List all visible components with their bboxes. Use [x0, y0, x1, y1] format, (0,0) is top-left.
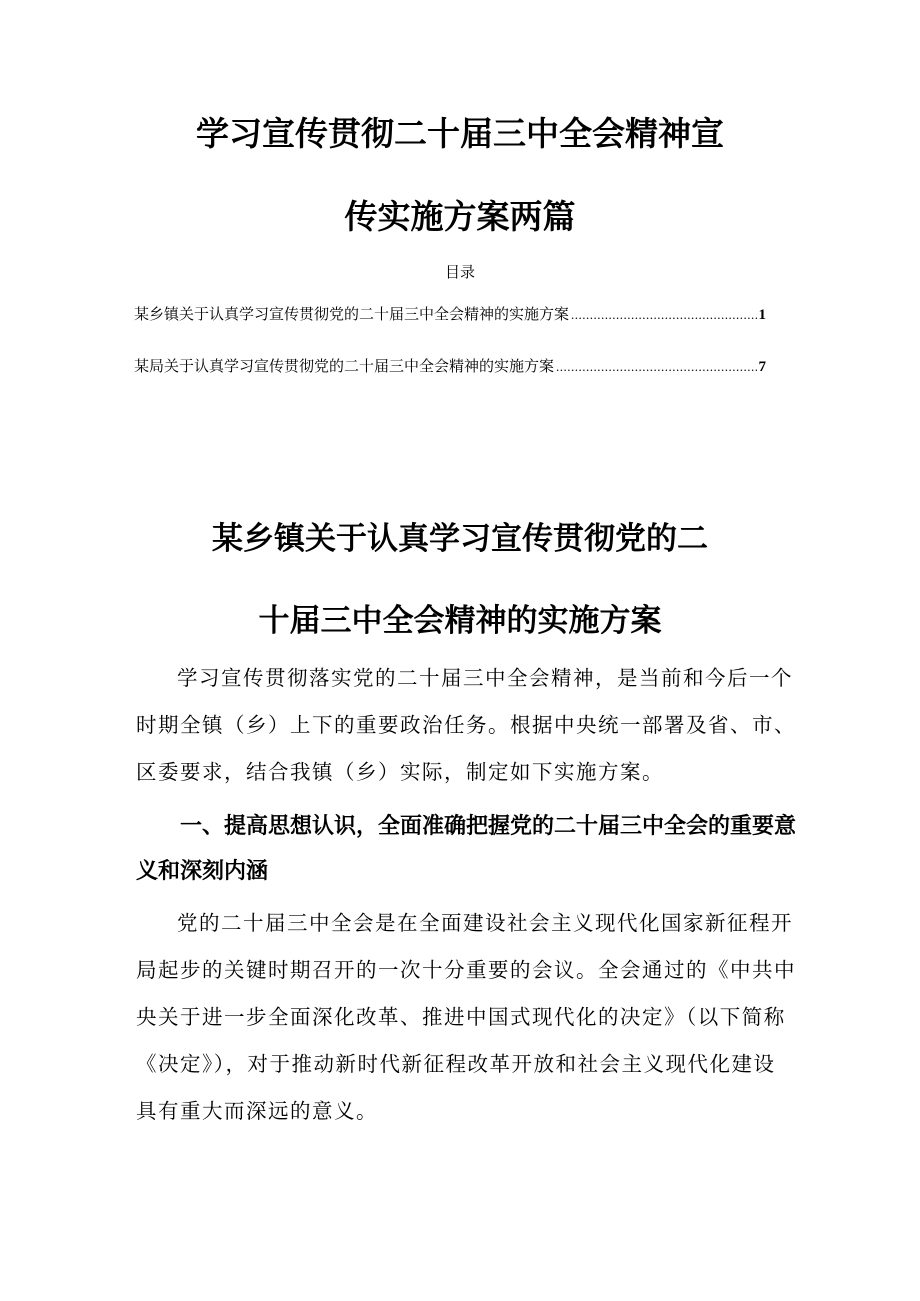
intro-paragraph: 学习宣传贯彻落实党的二十届三中全会精神，是当前和今后一个时期全镇（乡）上下的重要政治任务。根据中央统一部署及省、市、区委要求，结合我镇（乡）实际，制定如下实施方案。 — [136, 666, 796, 784]
toc-item-1[interactable] — [134, 303, 766, 326]
toc-item-text: 某乡镇关于认真学习宣传贯彻党的二十届三中全会精神的实施方案 — [134, 305, 570, 323]
body-paragraph: 党的二十届三中全会是在全面建设社会主义现代化国家新征程开局起步的关键时期召开的一次十分重要的会议。全会通过的《中共中央关于进一步全面深化改革、推进中国式现代化的决定》（以下简称《决定》），对于推动新时代新征程改革开放和社会主义现代化建设具有重大而深远的意义。 — [136, 911, 796, 1123]
toc-item-page: 1 — [758, 307, 766, 323]
toc-leader-dots — [571, 304, 756, 326]
document-title-line-1: 学习宣传贯彻二十届三中全会精神宣 — [196, 114, 724, 153]
section-title-line-2: 十届三中全会精神的实施方案 — [258, 603, 662, 639]
toc-item-page: 7 — [758, 359, 766, 375]
toc-item-2[interactable] — [134, 355, 766, 378]
section-title-line-1: 某乡镇关于认真学习宣传贯彻党的二 — [212, 521, 708, 557]
section-heading-1: 一、提高思想认识，全面准确把握党的二十届三中全会的重要意义和深刻内涵 — [136, 814, 797, 884]
toc-heading: 目录 — [444, 263, 475, 281]
toc-item-text: 某局关于认真学习宣传贯彻党的二十届三中全会精神的实施方案 — [134, 357, 555, 375]
document-title-line-2: 传实施方案两篇 — [344, 197, 576, 236]
toc-leader-dots — [556, 356, 756, 378]
